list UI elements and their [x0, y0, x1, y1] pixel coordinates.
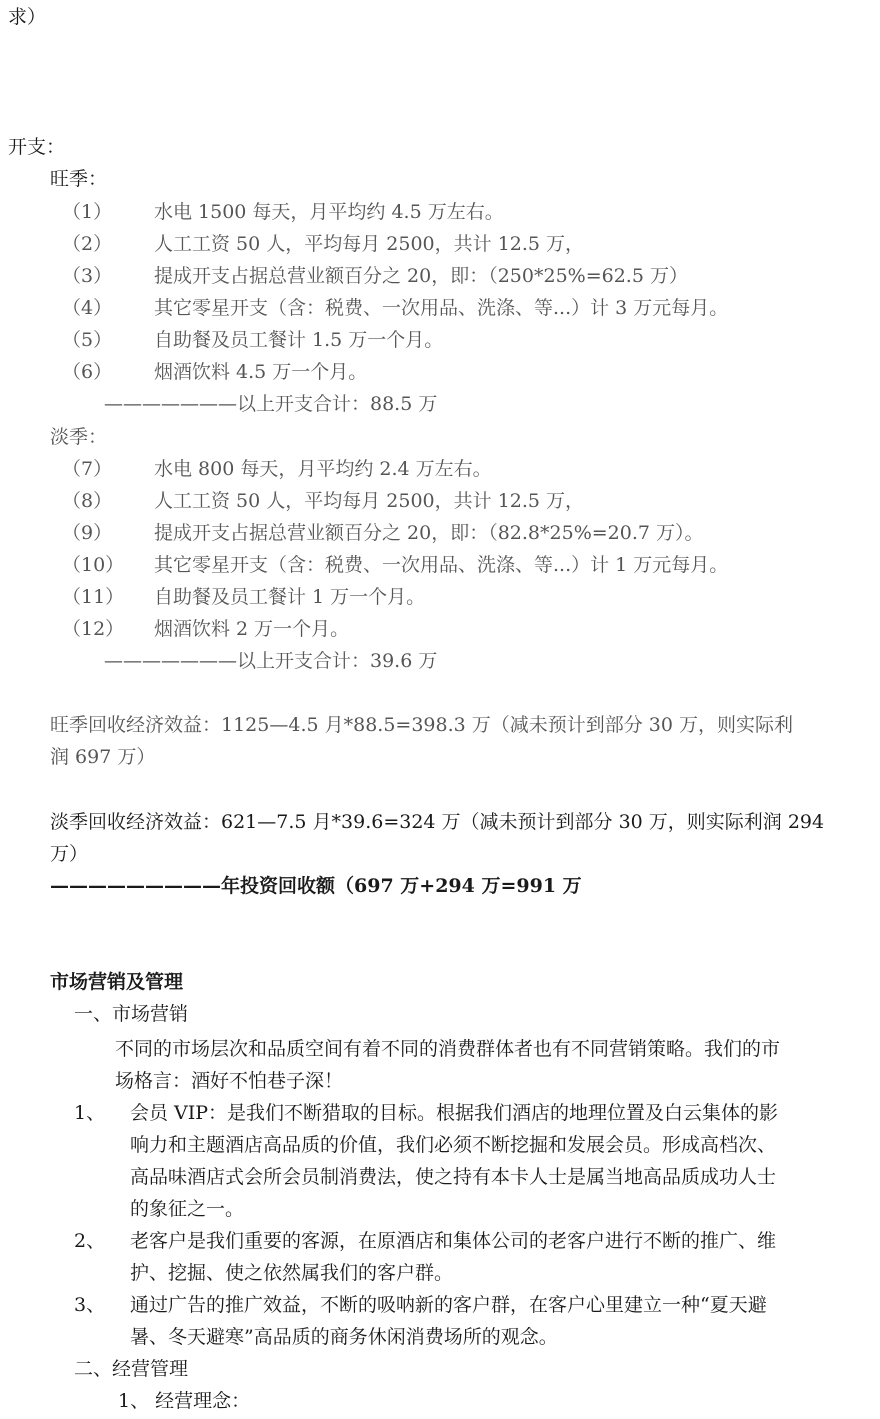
expense-item: （6） 烟酒饮料 4.5 万一个月。: [62, 361, 368, 383]
intro-line: 不同的市场层次和品质空间有着不同的消费群体者也有不同营销策略。我们的市: [115, 1038, 781, 1060]
point-3-cont: 暑、冬天避寒”高品质的商务休闲消费场所的观念。: [130, 1326, 558, 1348]
peak-heading: 旺季：: [50, 168, 108, 190]
peak-return-line2: 润 697 万）: [50, 746, 156, 768]
point-1-cont: 的象征之一。: [130, 1198, 245, 1220]
point-1-cont: 高品味酒店式会所会员制消费法，使之持有本卡人士是属当地高品质成功人士: [130, 1166, 777, 1188]
top-fragment: 求）: [8, 6, 47, 28]
expense-item: （11） 自助餐及员工餐计 1 万一个月。: [62, 586, 426, 608]
expense-heading: 开支：: [8, 136, 66, 158]
point-1-cont: 响力和主题酒店高品质的价值，我们必须不断挖掘和发展会员。形成高档次、: [130, 1134, 777, 1156]
point-1: 1、 会员 VIP：是我们不断猎取的目标。根据我们酒店的地理位置及白云集体的影: [74, 1102, 779, 1124]
point-2-cont: 护、挖掘、使之依然属我们的客户群。: [130, 1262, 454, 1284]
point-2: 2、 老客户是我们重要的客源，在原酒店和集体公司的老客户进行不断的推广、维: [74, 1230, 777, 1252]
expense-item: （1） 水电 1500 每天，月平均约 4.5 万左右。: [62, 201, 504, 223]
section-marketing: 一、市场营销: [74, 1003, 189, 1025]
expense-item: （8） 人工工资 50 人，平均每月 2500，共计 12.5 万，: [62, 490, 585, 512]
expense-item: （10） 其它零星开支（含：税费、一次用品、洗涤、等...）计 1 万元每月。: [62, 554, 729, 576]
expense-item: （2） 人工工资 50 人，平均每月 2500，共计 12.5 万，: [62, 233, 585, 255]
marketing-title: 市场营销及管理: [50, 971, 184, 993]
off-total: ———————以上开支合计：39.6 万: [104, 650, 438, 672]
annual-total: —————————年投资回收额（697 万+294 万=991 万: [50, 875, 582, 897]
off-heading: 淡季：: [50, 426, 108, 448]
off-return-line1: 淡季回收经济效益：621—7.5 月*39.6=324 万（减未预计到部分 30 万，则实际利润 294: [50, 811, 825, 833]
sub-philosophy: 1、 经营理念：: [118, 1390, 251, 1412]
peak-return-line1: 旺季回收经济效益：1125—4.5 月*88.5=398.3 万（减未预计到部分 30 万，则实际利: [50, 714, 794, 736]
expense-item: （12） 烟酒饮料 2 万一个月。: [62, 618, 350, 640]
expense-item: （5） 自助餐及员工餐计 1.5 万一个月。: [62, 329, 444, 351]
section-management: 二、经营管理: [74, 1358, 189, 1380]
expense-item: （9） 提成开支占据总营业额百分之 20，即：（82.8*25%=20.7 万）。: [62, 522, 704, 544]
off-return-line2: 万）: [50, 843, 89, 865]
peak-total: ———————以上开支合计：88.5 万: [104, 393, 438, 415]
point-3: 3、 通过广告的推广效益，不断的吸呐新的客户群，在客户心里建立一种“夏天避: [74, 1294, 767, 1316]
expense-item: （3） 提成开支占据总营业额百分之 20，即：（250*25%=62.5 万）: [62, 265, 688, 287]
intro-line: 场格言：酒好不怕巷子深！: [115, 1070, 344, 1092]
expense-item: （7） 水电 800 每天，月平均约 2.4 万左右。: [62, 458, 492, 480]
expense-item: （4） 其它零星开支（含：税费、一次用品、洗涤、等...）计 3 万元每月。: [62, 297, 729, 319]
